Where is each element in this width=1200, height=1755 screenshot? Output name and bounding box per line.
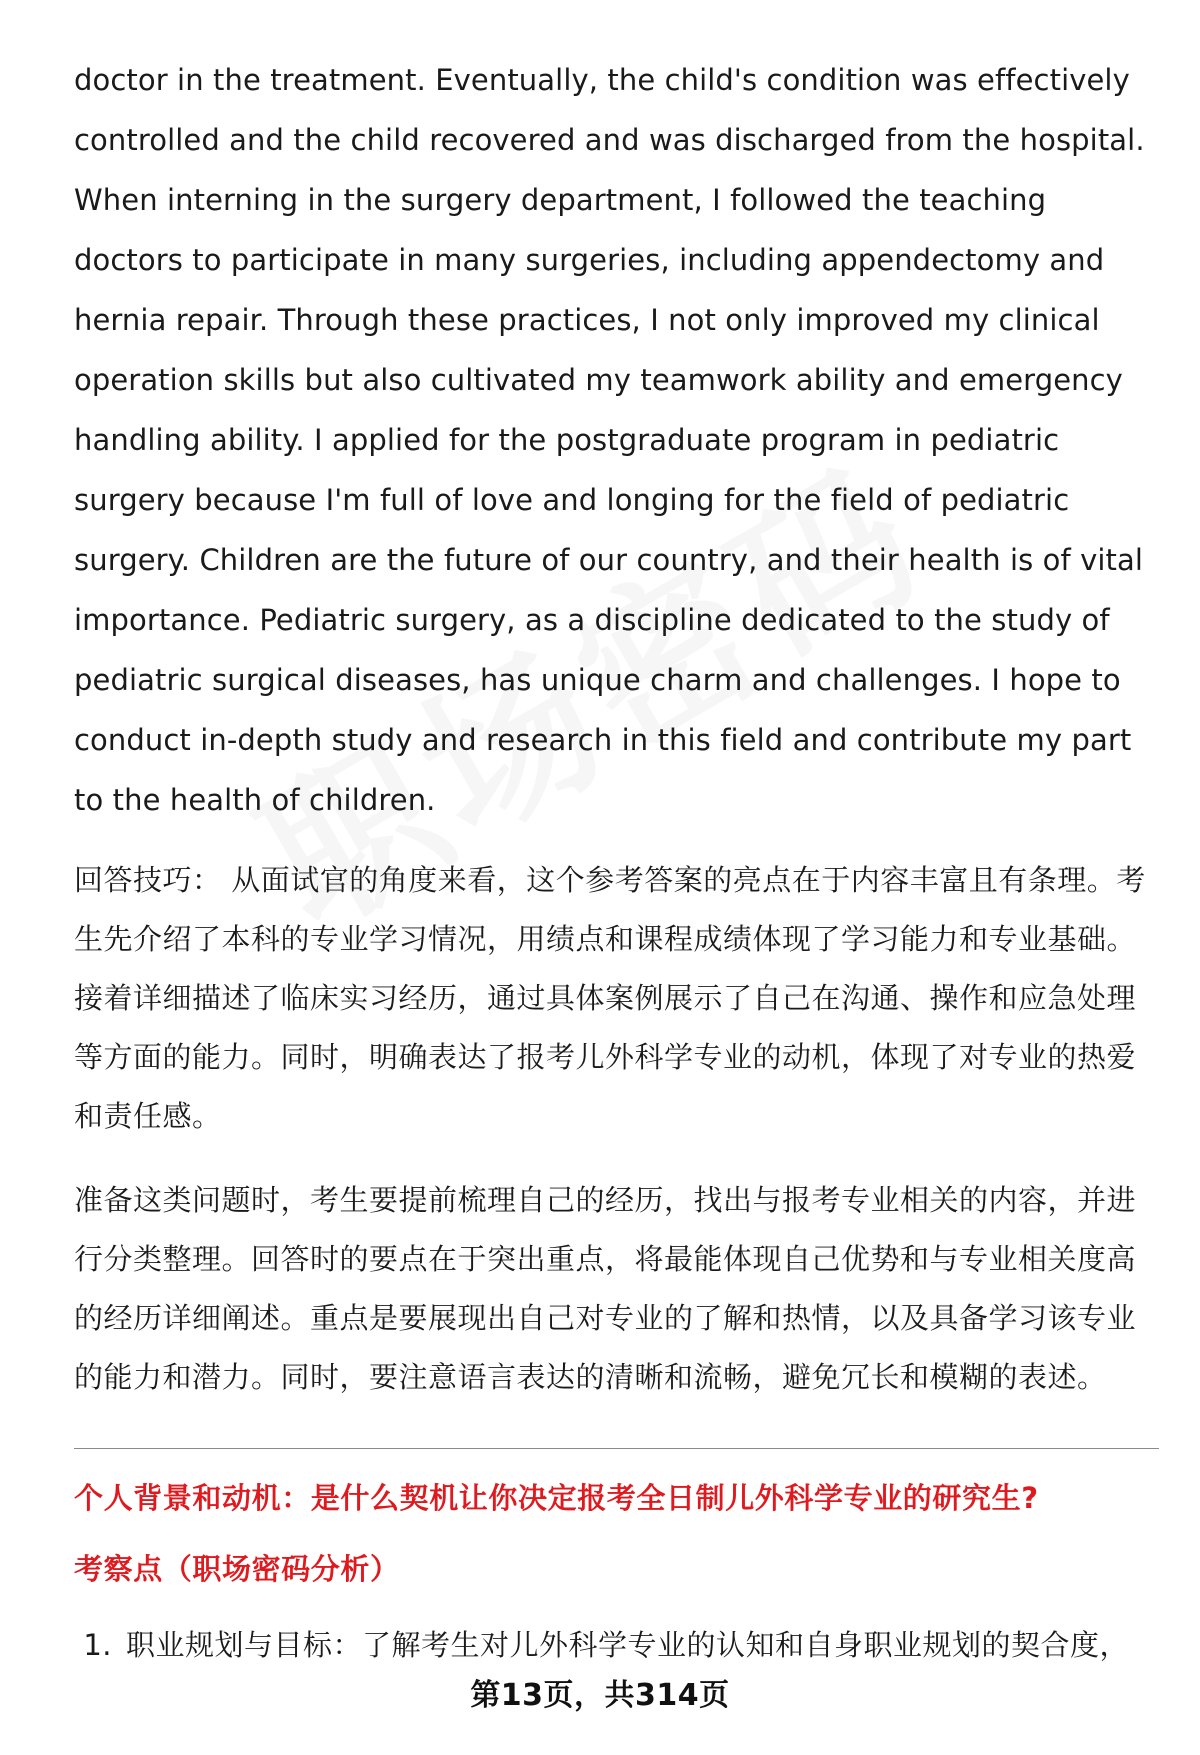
- assessment-points-heading: 考察点（职场密码分析）: [74, 1552, 400, 1586]
- assessment-points-list: [74, 1620, 1159, 1670]
- preparation-advice-paragraph: 准备这类问题时，考生要提前梳理自己的经历，找出与报考专业相关的内容，并进行分类整理。回答时的要点在于突出重点，将最能体现自己优势和与专业相关度高的经历详细阐述。重点是要展现出自己对专业的了解和热情，以及具备学习该专业的能力和潜力。同时，要注意语言表达的清晰和流畅，避免冗长和模糊的表述。: [74, 1183, 1137, 1394]
- list-item-number: 1.: [83, 1628, 112, 1662]
- page-content: [74, 50, 1159, 1670]
- list-item: [74, 1620, 1159, 1670]
- section-divider: [74, 1448, 1159, 1449]
- answer-tips-paragraph: 回答技巧： 从面试官的角度来看，这个参考答案的亮点在于内容丰富且有条理。考生先介绍了本科的专业学习情况，用绩点和课程成绩体现了学习能力和专业基础。接着详细描述了临床实习经历，通过具体案例展示了自己在沟通、操作和应急处理等方面的能力。同时，明确表达了报考儿外科学专业的动机，体现了对专业的热爱和责任感。: [74, 863, 1146, 1133]
- page-number-footer: 第13页，共314页: [470, 1678, 730, 1713]
- question-heading: 个人背景和动机：是什么契机让你决定报考全日制儿外科学专业的研究生?: [74, 1481, 1039, 1515]
- list-item-text: 职业规划与目标：了解考生对儿外科学专业的认知和自身职业规划的契合度，: [126, 1628, 1130, 1662]
- english-answer-paragraph: doctor in the treatment. Eventually, the child's condition was effectively controlled and the child recovered and was discharged from the hospital. When interning in the surgery department, I followed the teaching doctors to participate in many surgeries, including appendectomy and hernia repair. Through these practices, I not only improved my clinical operation skills but also cultivated my teamwork ability and emergency handling ability. I applied for the postgraduate program in pediatric surgery because I'm full of love and longing for the field of pediatric surgery. Children are the future of our country, and their health is of vital importance. Pediatric surgery, as a discipline dedicated to the study of pediatric surgical diseases, has unique charm and challenges. I hope to conduct in-depth study and research in this field and contribute my part to the health of children.: [74, 63, 1145, 817]
